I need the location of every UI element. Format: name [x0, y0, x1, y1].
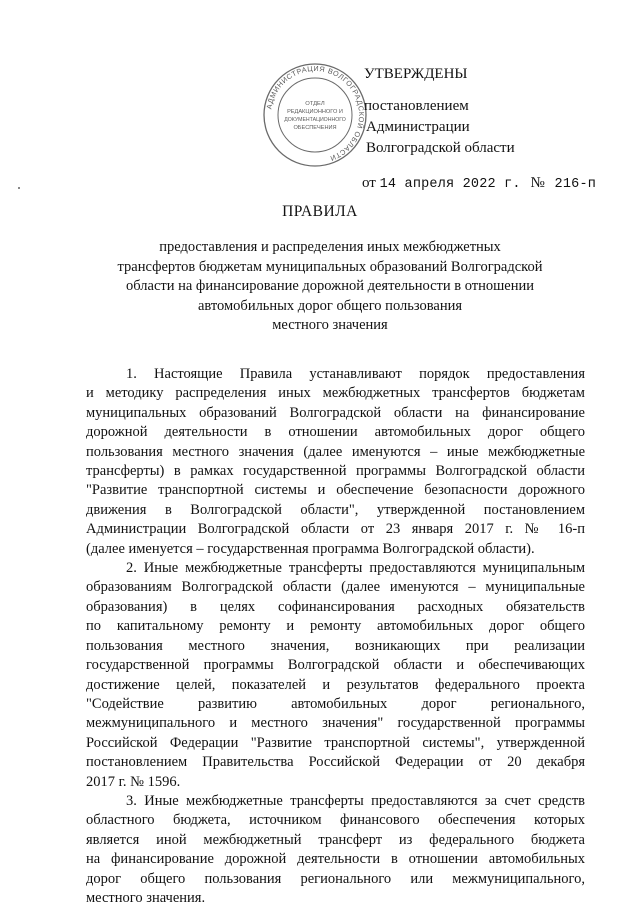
body-line: дорог общего пользования регионального или межмуниципального,: [86, 870, 585, 887]
body-line: 2017 г. № 1596.: [86, 773, 181, 790]
body-line: движения в Волгоградской области", утвержденной постановлением: [86, 501, 585, 518]
body-line: 3. Иные межбюджетные трансферты предоставляются за счет средств: [126, 792, 585, 809]
paragraph-3: [86, 792, 585, 908]
approval-heading: УТВЕРЖДЕНЫ: [364, 66, 468, 82]
approval-line-resolution: постановлением: [364, 98, 469, 114]
document-title: ПРАВИЛА: [282, 203, 358, 220]
approval-line-administration: Администрации: [366, 119, 470, 135]
body-line: является иной межбюджетный трансферт из федерального бюджета: [86, 831, 585, 848]
body-line: образования) в целях софинансирования расходных обязательств: [86, 598, 585, 615]
subtitle-line: области на финансирование дорожной деятельности в отношении: [126, 278, 534, 294]
margin-mark: [18, 187, 20, 189]
svg-text:АДМИНИСТРАЦИЯ ВОЛГОГРАДСКОЙ ОБ: АДМИНИСТРАЦИЯ ВОЛГОГРАДСКОЙ ОБЛАСТИ: [264, 63, 367, 164]
body-line: на финансирование дорожной деятельности в отношении автомобильных: [86, 851, 585, 868]
body-line: 2. Иные межбюджетные трансферты предоставляются муниципальным: [126, 560, 585, 577]
svg-text:ОТДЕЛ: ОТДЕЛ: [305, 101, 325, 107]
body-line: пользования местного значения, возникающих при реализации: [86, 637, 585, 654]
number-sign: №: [530, 175, 545, 191]
body-line: трансферты) в рамках государственной программы Волгоградской области: [86, 463, 585, 480]
subtitle-line: предоставления и распределения иных межбюджетных: [159, 239, 501, 255]
body-line: межмуниципального и местного значения" государственной программы: [86, 715, 585, 732]
svg-text:ОБЕСПЕЧЕНИЯ: ОБЕСПЕЧЕНИЯ: [293, 125, 337, 131]
number-value: 216-п: [554, 177, 597, 192]
svg-text:РЕДАКЦИОННОГО И: РЕДАКЦИОННОГО И: [287, 109, 343, 115]
approval-date-row: [362, 173, 604, 195]
svg-text:ДОКУМЕНТАЦИОННОГО: ДОКУМЕНТАЦИОННОГО: [284, 117, 346, 123]
subtitle-line: трансфертов бюджетам муниципальных образований Волгоградской: [117, 258, 543, 275]
date-value: 14 апреля 2022 г.: [379, 177, 521, 192]
approval-line-region: Волгоградской области: [366, 140, 515, 156]
paragraph-2: [86, 559, 585, 792]
body-line: Администрации Волгоградской области от 23 января 2017 г. № 16-п: [86, 521, 585, 538]
approval-block: [364, 64, 604, 195]
body-line: (далее именуется – государственная программа Волгоградской области).: [86, 540, 535, 557]
body-line: дорожной деятельности в отношении автомобильных дорог общего: [86, 424, 585, 441]
body-line: областного бюджета, источником финансового обеспечения которых: [86, 812, 585, 829]
subtitle-line: местного значения: [272, 317, 388, 333]
body-line: "Содействие развитию автомобильных дорог регионального,: [86, 695, 585, 712]
body-line: Российской Федерации "Развитие транспортной системы", утвержденной: [86, 734, 585, 751]
body-line: по капитальному ремонту и ремонту автомобильных дорог общего: [86, 618, 585, 635]
body-line: "Развитие транспортной системы и обеспечение безопасности дорожного: [86, 482, 585, 499]
official-stamp: [262, 62, 368, 168]
date-prefix: от: [362, 175, 376, 191]
body-line: постановлением Правительства Российской Федерации от 20 декабря: [86, 754, 585, 771]
paragraph-1: [86, 365, 585, 559]
body-line: местного значения.: [86, 889, 206, 906]
body-line: 1. Настоящие Правила устанавливают порядок предоставления: [126, 366, 585, 382]
document-body: [86, 365, 585, 908]
body-line: образованиям Волгоградской области (далее именуются – муниципальные: [86, 579, 585, 596]
body-line: пользования местного значения (далее именуются – иные межбюджетные: [86, 443, 585, 460]
body-line: и методику распределения иных межбюджетных трансфертов бюджетам: [86, 385, 585, 402]
body-line: достижение целей, показателей и результатов федерального проекта: [86, 676, 585, 693]
document-subtitle: [90, 238, 570, 336]
subtitle-line: автомобильных дорог общего пользования: [197, 297, 463, 314]
body-line: государственной программы Волгоградской области и обеспечивающих: [86, 657, 585, 674]
body-line: муниципальных образований Волгоградской области на финансирование: [86, 404, 585, 421]
